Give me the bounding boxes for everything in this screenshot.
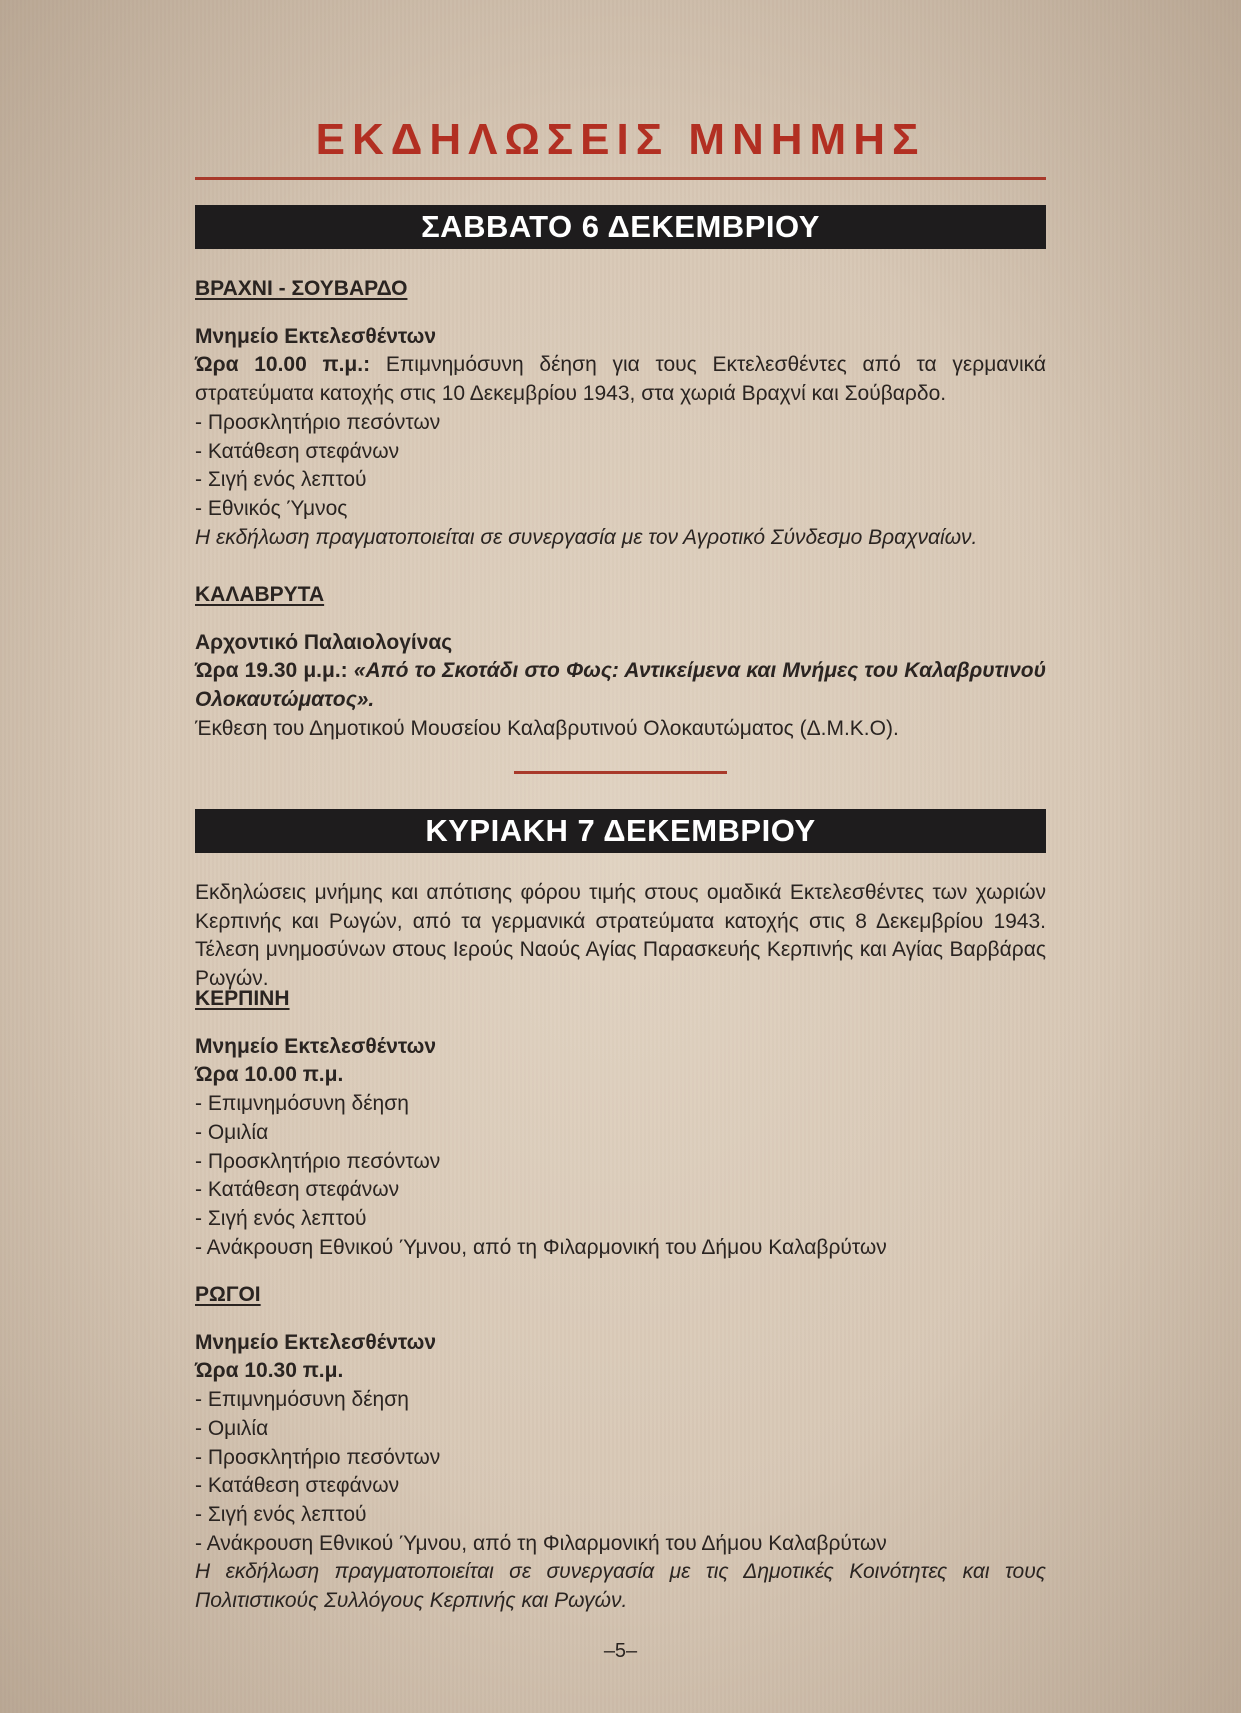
page-title: ΕΚΔΗΛΩΣΕΙΣ ΜΝΗΜΗΣ: [315, 115, 926, 164]
list-item: - Σιγή ενός λεπτού: [195, 468, 367, 492]
list-item: - Σιγή ενός λεπτού: [195, 1502, 367, 1526]
time-description: [195, 351, 1046, 408]
place-heading: ΚΑΛΑΒΡΥΤΑ: [195, 583, 325, 606]
section-vrachni-souvardo: [195, 275, 1046, 552]
event-time: Ώρα 10.30 π.μ.: [195, 1359, 344, 1383]
list-item: - Ομιλία: [195, 1416, 269, 1440]
event-note: Η εκδήλωση πραγματοποιείται σε συνεργασία με τις Δημοτικές Κοινότητες και τους Πολιτιστικούς Συλλόγους Κερπινής και Ρωγών.: [195, 1560, 1046, 1613]
place-heading: ΡΩΓΟΙ: [195, 1283, 261, 1306]
venue: Μνημείο Εκτελεσθέντων: [195, 324, 437, 348]
title-divider: [195, 177, 1046, 180]
venue: Μνημείο Εκτελεσθέντων: [195, 1330, 437, 1354]
list-item: - Κατάθεση στεφάνων: [195, 1474, 400, 1498]
place-heading: ΚΕΡΠΙΝΗ: [195, 987, 290, 1010]
list-item: - Προσκλητήριο πεσόντων: [195, 1149, 441, 1173]
venue: Μνημείο Εκτελεσθέντων: [195, 1034, 437, 1058]
spacer: [195, 1014, 1046, 1033]
event-description: Έκθεση του Δημοτικού Μουσείου Καλαβρυτινού Ολοκαυτώματος (Δ.Μ.Κ.Ο).: [195, 716, 899, 740]
section-kalavryta: [195, 581, 1046, 744]
time-event: [195, 657, 1046, 714]
list-item: - Σιγή ενός λεπτού: [195, 1206, 367, 1230]
place-heading: ΒΡΑΧΝΙ - ΣΟΥΒΑΡΔΟ: [195, 277, 408, 300]
event-time: Ώρα 10.00 π.μ.:: [195, 353, 371, 377]
event-note: Η εκδήλωση πραγματοποιείται σε συνεργασία με τον Αγροτικό Σύνδεσμο Βραχναίων.: [195, 525, 978, 549]
list-item: - Προσκλητήριο πεσόντων: [195, 1445, 441, 1469]
spacer: [195, 610, 1046, 629]
section-rogoi: [195, 1281, 1046, 1616]
spacer: [195, 304, 1046, 323]
day-banner-sunday: ΚΥΡΙΑΚΗ 7 ΔΕΚΕΜΒΡΙΟΥ: [195, 809, 1046, 853]
section-kerpini: [195, 985, 1046, 1262]
list-item: - Ανάκρουση Εθνικού Ύμνου, από τη Φιλαρμονική του Δήμου Καλαβρύτων: [195, 1235, 887, 1259]
page-number: –5–: [603, 1640, 638, 1662]
spacer: [195, 1310, 1046, 1329]
event-description: Επιμνημόσυνη δέηση για τους Εκτελεσθέντες από τα γερμανικά στρατεύματα κατοχής στις 10 Δεκεμβρίου 1943, στα χωριά Βραχνί και Σούβαρδο.: [195, 353, 1046, 406]
venue: Αρχοντικό Παλαιολογίνας: [195, 630, 453, 654]
day-banner-saturday: ΣΑΒΒΑΤΟ 6 ΔΕΚΕΜΒΡΙΟΥ: [195, 205, 1046, 249]
event-title: «Από το Σκοτάδι στο Φως: Αντικείμενα και Μνήμες του Καλαβρυτινού Ολοκαυτώματος».: [195, 659, 1046, 712]
list-item: - Εθνικός Ύμνος: [195, 496, 348, 520]
event-time: Ώρα 19.30 μ.μ.:: [195, 659, 348, 683]
list-item: - Επιμνημόσυνη δέηση: [195, 1388, 409, 1412]
list-item: - Κατάθεση στεφάνων: [195, 1178, 400, 1202]
list-item: - Ομιλία: [195, 1120, 269, 1144]
event-time: Ώρα 10.00 π.μ.: [195, 1063, 344, 1087]
sunday-intro: Εκδηλώσεις μνήμης και απότισης φόρου τιμής στους ομαδικά Εκτελεσθέντες των χωριών Κερπινής και Ρωγών, από τα γερμανικά στρατεύματα κατοχής στις 8 Δεκεμβρίου 1943. Τέλεση μνημοσύνων στους Ιερούς Ναούς Αγίας Παρασκευής Κερπινής και Αγίας Βαρβάρας Ρωγών.: [195, 881, 1046, 991]
list-item: - Προσκλητήριο πεσόντων: [195, 410, 441, 434]
list-item: - Ανάκρουση Εθνικού Ύμνου, από τη Φιλαρμονική του Δήμου Καλαβρύτων: [195, 1531, 887, 1555]
section-divider: [514, 771, 727, 774]
list-item: - Κατάθεση στεφάνων: [195, 439, 400, 463]
list-item: - Επιμνημόσυνη δέηση: [195, 1092, 409, 1116]
